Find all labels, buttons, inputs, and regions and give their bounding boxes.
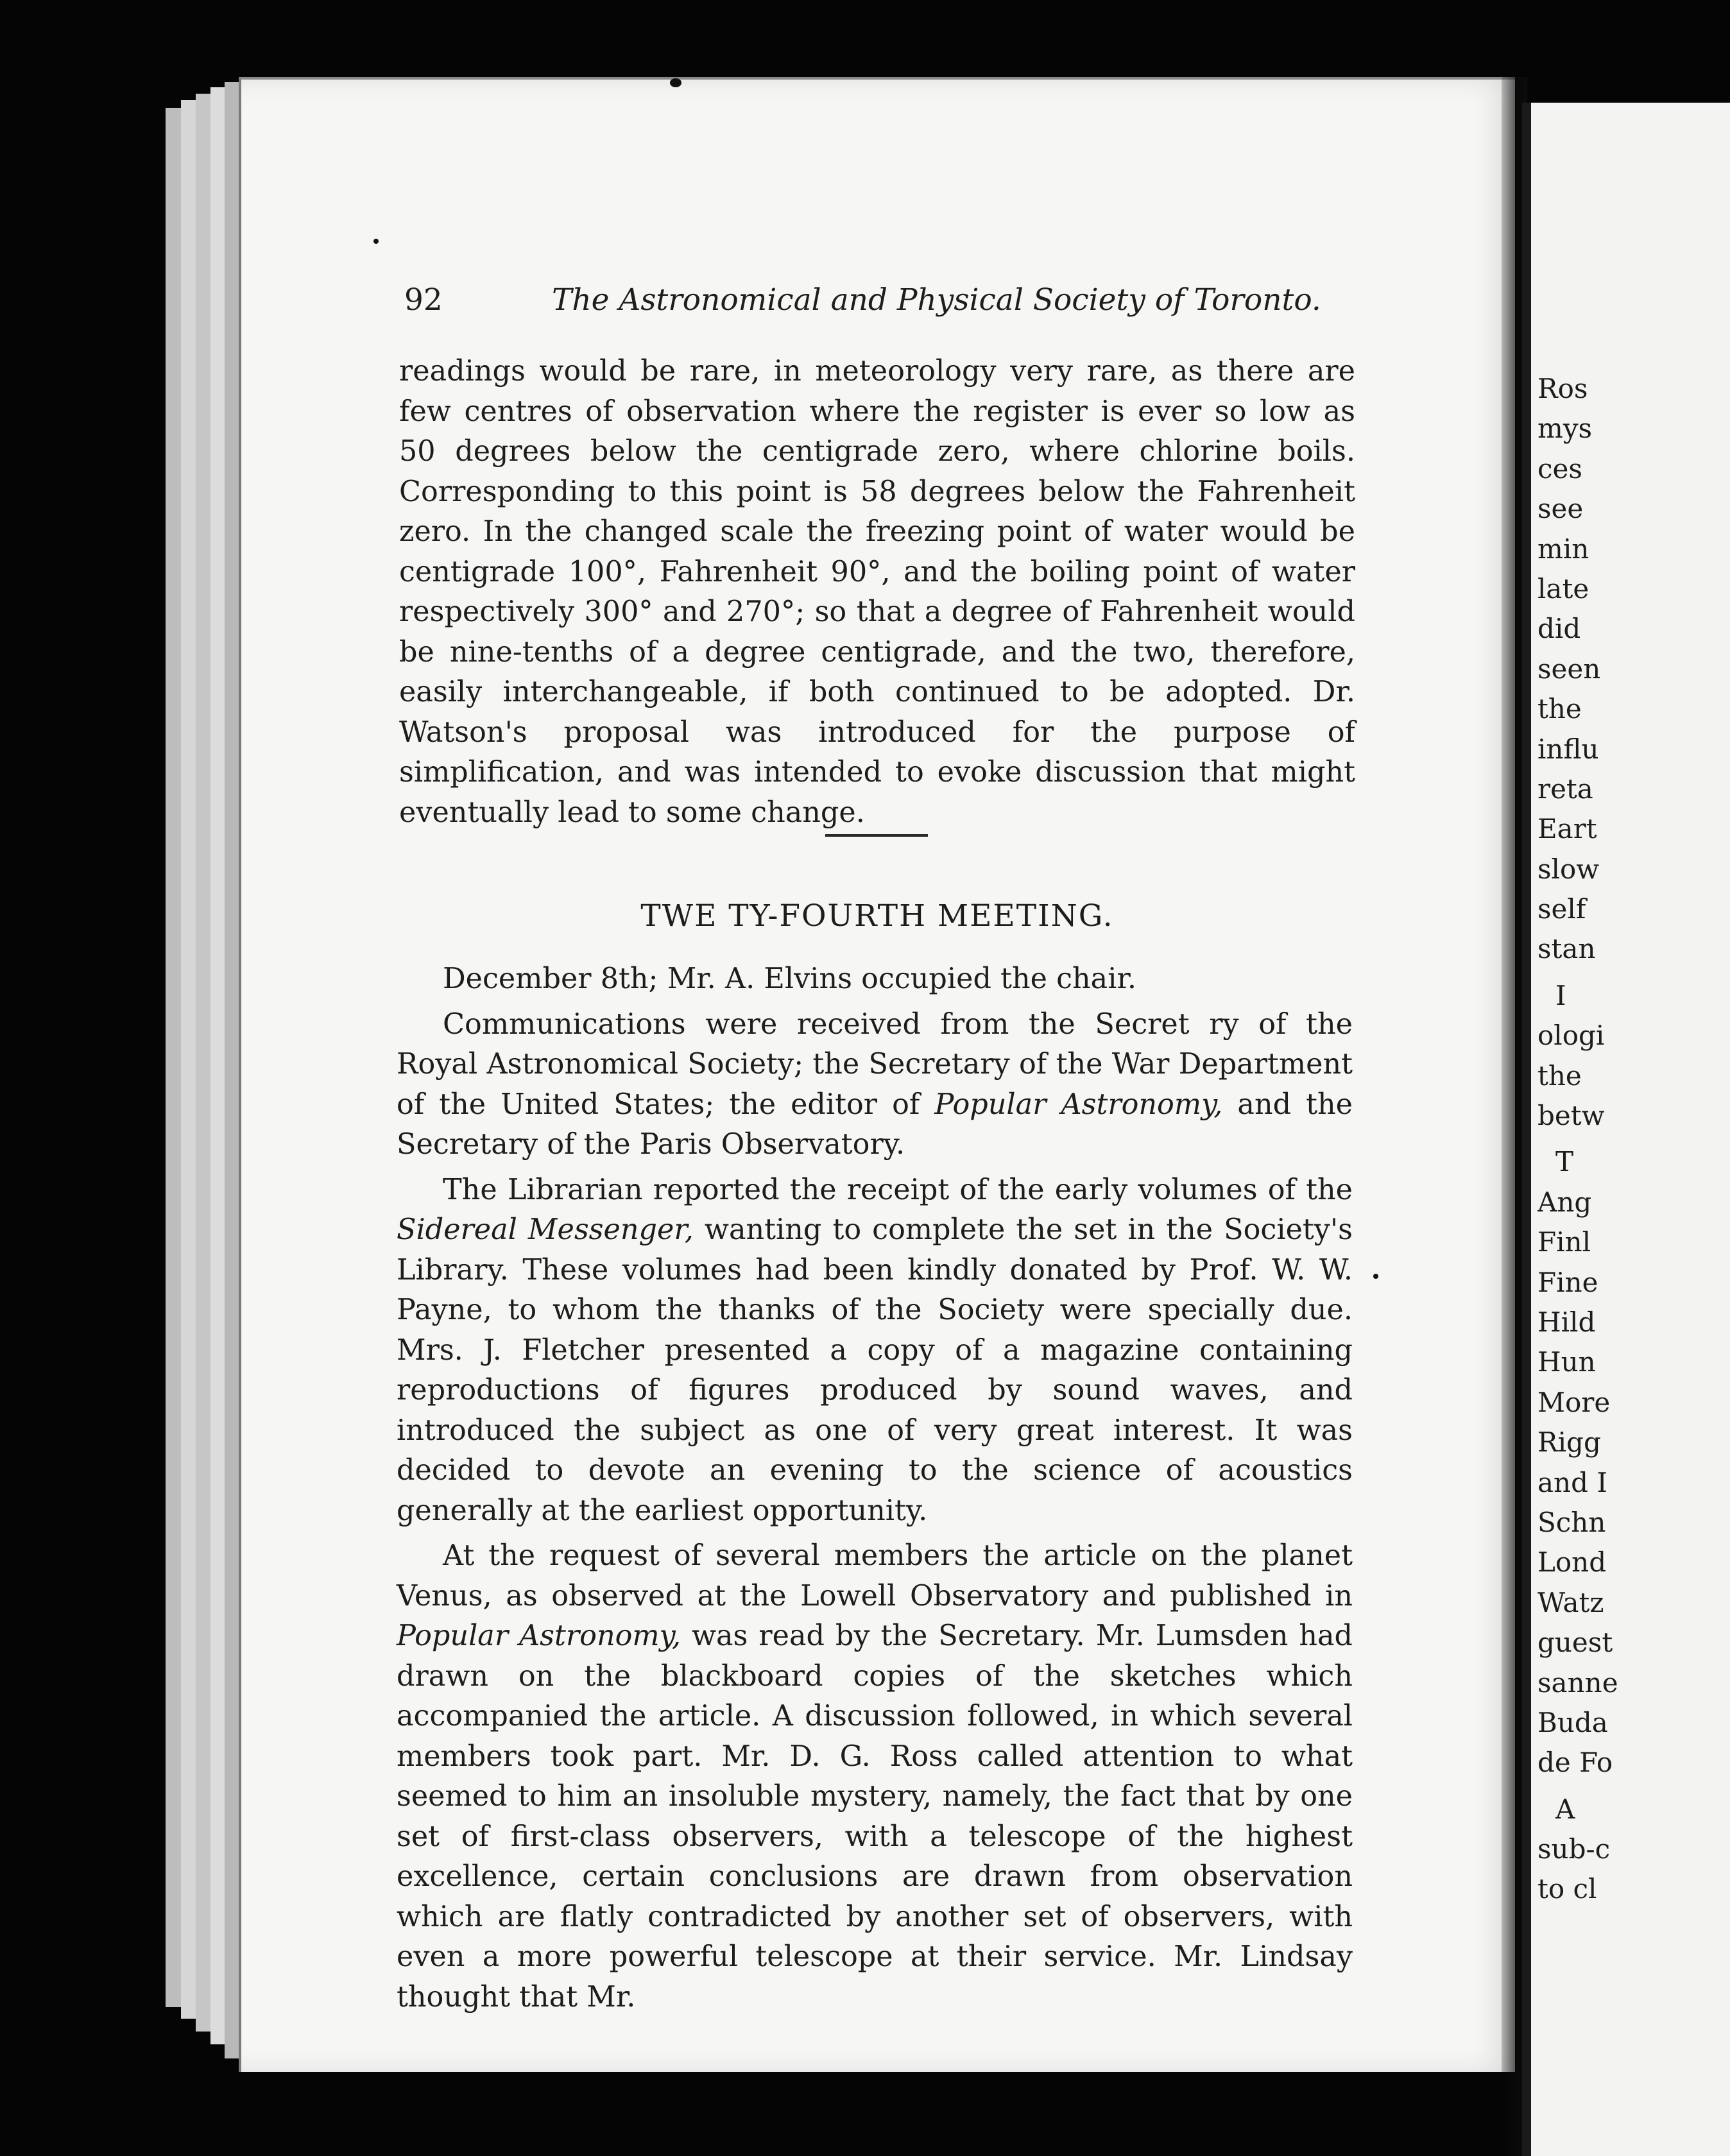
text-fragment: and I (1537, 1466, 1607, 1498)
journal-title: Popular Astronomy, (397, 1620, 681, 1652)
text-fragment: Ros (1537, 373, 1588, 404)
paragraph (397, 959, 1353, 1000)
text-fragment: Rigg (1537, 1426, 1601, 1459)
page-number: 92 (404, 282, 443, 318)
text-fragment: min (1537, 533, 1589, 565)
paragraph-gap (1537, 1783, 1730, 1790)
text-fragment: influ (1537, 733, 1599, 765)
text-fragment: the (1537, 693, 1582, 725)
paragraph (397, 1170, 1353, 1532)
journal-title: Popular Astronomy, (934, 1088, 1223, 1121)
paragraph-text: At the request of several members the article on the planet Venus, as observed at the Lowell Observatory and published in (397, 1539, 1353, 1613)
text-fragment: de Fo (1537, 1747, 1613, 1779)
text-fragment: Hun (1537, 1346, 1596, 1378)
text-fragment: reta (1537, 773, 1593, 805)
scan-speck (1373, 1274, 1378, 1279)
journal-title: Sidereal Messenger, (397, 1213, 694, 1246)
text-fragment: sub-c (1537, 1833, 1611, 1865)
text-fragment: More (1537, 1386, 1611, 1418)
text-fragment: Watz (1537, 1586, 1604, 1618)
text-fragment: Schn (1537, 1506, 1606, 1538)
section-heading: TWE TY-FOURTH MEETING. (640, 898, 1114, 934)
paragraph-text: December 8th; Mr. A. Elvins occupied the chair. (443, 963, 1136, 995)
text-fragment: to cl (1537, 1873, 1597, 1905)
scan-speck (670, 78, 681, 87)
paragraph-text: was read by the Secretary. Mr. Lumsden had drawn on the blackboard copies of the sketches which accompanied the article. A discussion followed, in which several members took part. Mr. D. G. Ross called attention to what seemed to him an insoluble mystery, namely, the fact that by one set of first-class observers, with a telescope of the highest excellence, certain conclusions are drawn from observation which are flatly contradicted by another set of observers, with even a more powerful telescope at their service. Mr. Lindsay thought that Mr. (397, 1620, 1353, 2014)
meeting-minutes (397, 959, 1353, 2023)
paragraph-text: and the Secretary of the Paris Observatory. (397, 1088, 1353, 1161)
text-fragment: seen (1537, 653, 1601, 685)
continued-paragraph: readings would be rare, in meteorology very rare, as there are few centres of observation where the register is ever so low as 50 degrees below the centigrade zero, where chlorine boils. Corresponding to this point is 58 degrees below the Fahrenheit zero. In the changed scale the freezing point of water would be centigrade 100°, Fahrenheit 90°, and the boiling point of water respectively 300° and 270°; so that a degree of Fahrenheit would be nine-tenths of a degree centigrade, and the two, therefore, easily interchangeable, if both continued to be adopted. Dr. Watson's proposal was introduced for the purpose of simplification, and was intended to evoke discussion that might eventually lead to some change. (399, 355, 1355, 829)
paragraph (397, 1536, 1353, 2017)
paragraph-text: wanting to complete the set in the Society's Library. These volumes had been kindly donated by Prof. W. W. Payne, to whom the thanks of the Society were specially due. Mrs. J. Fletcher presented a copy of a magazine containing reproductions of figures produced by sound waves, and introduced the subject as one of very great interest. It was decided to devote an evening to the science of acoustics generally at the earliest opportunity. (397, 1213, 1353, 1527)
text-fragment: Finl (1537, 1226, 1591, 1258)
paragraph-gap (1537, 970, 1730, 976)
text-fragment: did (1537, 613, 1581, 645)
right-page-text-fragments (1537, 369, 1730, 1910)
text-fragment: Lond (1537, 1546, 1607, 1579)
paragraph-text: The Librarian reported the receipt of the early volumes of the (443, 1173, 1353, 1206)
scan-speck (373, 239, 379, 244)
text-fragment: Fine (1537, 1266, 1598, 1298)
text-fragment: A (1555, 1793, 1575, 1825)
text-fragment: mys (1537, 413, 1593, 445)
text-fragment: stan (1537, 933, 1596, 965)
text-fragment: sanne (1537, 1666, 1618, 1698)
text-fragment: Ang (1537, 1186, 1592, 1218)
text-fragment: Hild (1537, 1306, 1596, 1338)
text-fragment: guest (1537, 1627, 1613, 1659)
text-fragment: I (1555, 979, 1566, 1011)
text-fragment: Eart (1537, 813, 1597, 845)
paragraph-gap (1537, 1136, 1730, 1142)
text-fragment: slow (1537, 853, 1600, 885)
running-title: The Astronomical and Physical Society of Toronto. (552, 282, 1321, 318)
text-fragment: Buda (1537, 1706, 1608, 1738)
text-fragment: the (1537, 1059, 1582, 1091)
section-divider (825, 834, 928, 837)
text-fragment: ologi (1537, 1020, 1605, 1052)
text-fragment: T (1555, 1146, 1574, 1178)
text-fragment: betw (1537, 1100, 1605, 1132)
paragraph (397, 1005, 1353, 1165)
text-fragment: ces (1537, 452, 1582, 484)
text-fragment: self (1537, 893, 1586, 925)
paragraph-text: Communications were received from the Secret ry of the Royal Astronomical Society; the Secretary of the War Department of the United States; the editor of (397, 1007, 1353, 1121)
text-fragment: see (1537, 493, 1584, 525)
text-fragment: late (1537, 572, 1589, 604)
